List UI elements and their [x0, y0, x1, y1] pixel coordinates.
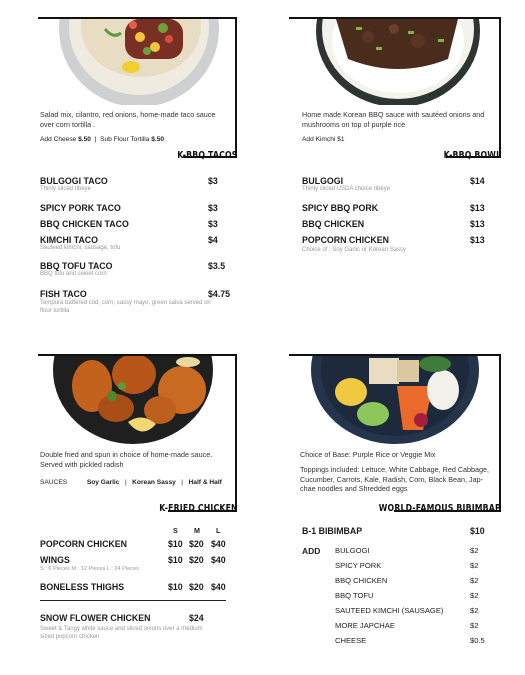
fried-chicken-image — [52, 356, 214, 444]
tacos-frame-right — [235, 17, 237, 158]
menu-item-price: $13 — [470, 235, 485, 245]
menu-item-name: FISH TACO — [40, 289, 87, 299]
bulgogi-bowl-image — [298, 19, 494, 105]
menu-item-price: $3 — [208, 219, 218, 229]
menu-item-price: $14 — [470, 176, 485, 186]
bibimbap-main-price: $10 — [470, 526, 485, 536]
menu-item-price-m: $20 — [189, 555, 204, 565]
bibimbap-frame-right — [499, 354, 501, 512]
bibimbap-title: WORLD-FAMOUS BIBIMBAP — [378, 503, 501, 514]
sauce-option: Korean Sassy — [132, 479, 176, 486]
menu-item-name: WINGS — [40, 555, 70, 565]
menu-item-price-m: $20 — [189, 539, 204, 549]
menu-item-price-m: $20 — [189, 582, 204, 592]
bibimbap-toppings: Toppings included: Lettuce, White Cabbage, Red Cabbage, Cucumber, Carrots, Kale, Radish, Corn, Black Bean, Jap-chae noodles and Shredded eggs — [300, 465, 489, 494]
size-header-l: L — [216, 526, 221, 535]
menu-item-price-s: $10 — [168, 539, 183, 549]
addon-price: $2 — [470, 621, 479, 630]
menu-item-name: BULGOGI TACO — [40, 176, 108, 186]
menu-item-price-s: $10 — [168, 555, 183, 565]
sauce-option: Half & Half — [188, 479, 222, 486]
special-item-desc: sized popcorn chicken — [40, 634, 100, 640]
addon-price: $2 — [470, 591, 479, 600]
divider — [40, 600, 226, 601]
addon-name: BBQ CHICKEN — [335, 576, 388, 585]
addon-price: $2 — [470, 606, 479, 615]
menu-item-price-l: $40 — [211, 539, 226, 549]
fried-title: K-FRIED CHICKEN — [159, 503, 238, 514]
addon-cheese-price: $.50 — [78, 136, 91, 143]
special-item-name: SNOW FLOWER CHICKEN — [40, 613, 151, 623]
addon-price: $2 — [470, 561, 479, 570]
menu-item-name: BONELESS THIGHS — [40, 582, 125, 592]
bibimbap-main-name: B-1 BIBIMBAP — [302, 526, 363, 536]
bowl-description: Home made Korean BBQ sauce with sautéed onions and mushrooms on top of purple rice — [302, 110, 485, 129]
menu-item-price: $3.5 — [208, 261, 226, 271]
bowl-addon: Add Kimchi $1 — [302, 136, 345, 143]
tacos-addons — [40, 136, 164, 143]
menu-item-name: POPCORN CHICKEN — [40, 539, 127, 549]
fried-description: Double fried and spun in choice of home-made sauce. Served with pickled radish — [40, 450, 213, 469]
menu-item-name: SPICY PORK TACO — [40, 203, 121, 213]
menu-item-name: SPICY BBQ PORK — [302, 203, 379, 213]
menu-item-desc: Choice of : Soy Garlic or Korean Sassy — [302, 247, 407, 253]
addon-price: $0.5 — [470, 636, 485, 645]
special-item-price: $24 — [189, 613, 204, 623]
addon-name: MORE JAPCHAE — [335, 621, 395, 630]
menu-item-name: KIMCHI TACO — [40, 235, 98, 245]
menu-item-name: BULGOGI — [302, 176, 344, 186]
menu-item-price: $4 — [208, 235, 218, 245]
size-header-s: S — [173, 526, 178, 535]
sauce-separator: | — [177, 479, 187, 486]
fried-photo — [52, 356, 214, 444]
tacos-title: K-BBQ TACOS — [177, 150, 238, 161]
menu-item-name: BBQ CHICKEN — [302, 219, 365, 229]
addon-name: CHEESE — [335, 636, 367, 645]
menu-item-desc: S : 6 Pieces M : 12 Pieces L : 24 Pieces — [40, 566, 139, 572]
taco-plate-image — [45, 19, 233, 105]
bowl-title: K-BBQ BOWL — [443, 150, 501, 161]
addon-flour-label: Sub Flour Tortilla — [100, 136, 150, 143]
menu-item-price: $3 — [208, 203, 218, 213]
menu-item-price: $13 — [470, 203, 485, 213]
menu-item-desc: Thinly sliced USDA choice ribeye — [302, 186, 391, 192]
tacos-description: Salad mix, cilantro, red onions, home-made taco sauce over corn tortilla . — [40, 110, 216, 129]
menu-item-desc: Thinly sliced ribeye — [40, 186, 92, 192]
menu-item-name: BBQ TOFU TACO — [40, 261, 113, 271]
menu-item-desc: Tempura battered cod, corn, sassy mayo, green salsa served on — [40, 300, 211, 306]
bibimbap-photo — [311, 356, 479, 444]
addon-price: $2 — [470, 546, 479, 555]
tacos-photo — [45, 19, 233, 105]
menu-item-price: $13 — [470, 219, 485, 229]
addon-flour-price: $.50 — [151, 136, 165, 143]
add-label: ADD — [302, 546, 321, 556]
fried-frame-right — [235, 354, 237, 512]
addon-name: SPICY PORK — [335, 561, 382, 570]
menu-item-price-s: $10 — [168, 582, 183, 592]
addon-name: BBQ TOFU — [335, 591, 374, 600]
bibimbap-bowl-image — [311, 356, 479, 444]
sauces-label: SAUCES — [40, 479, 68, 486]
menu-item-desc: flour tortilla — [40, 308, 70, 314]
special-item-desc: Sweet & Tangy white sauce and sliced onions over a medium — [40, 626, 203, 632]
addon-name: BULGOGI — [335, 546, 370, 555]
menu-item-price: $3 — [208, 176, 218, 186]
menu-item-price-l: $40 — [211, 555, 226, 565]
addon-price: $2 — [470, 576, 479, 585]
bibimbap-base: Choice of Base: Purple Rice or Veggie Mix — [300, 450, 436, 459]
size-header-m: M — [194, 526, 200, 535]
addon-cheese-label: Add Cheese — [40, 136, 77, 143]
menu-item-desc: BBQ tofu and sweet corn — [40, 271, 107, 277]
bowl-photo — [298, 19, 494, 105]
sauces-row — [40, 479, 222, 486]
sauce-separator: | — [121, 479, 131, 486]
addon-separator: | — [92, 136, 99, 143]
addon-name: SAUTEED KIMCHI (SAUSAGE) — [335, 606, 444, 615]
menu-item-name: POPCORN CHICKEN — [302, 235, 389, 245]
menu-item-price-l: $40 — [211, 582, 226, 592]
bowl-frame-right — [499, 17, 501, 158]
menu-item-name: BBQ CHICKEN TACO — [40, 219, 129, 229]
menu-item-desc: Sauteed kimchi, sausage, tofu — [40, 245, 121, 251]
sauce-option: Soy Garlic — [86, 479, 120, 486]
menu-item-price: $4.75 — [208, 289, 231, 299]
